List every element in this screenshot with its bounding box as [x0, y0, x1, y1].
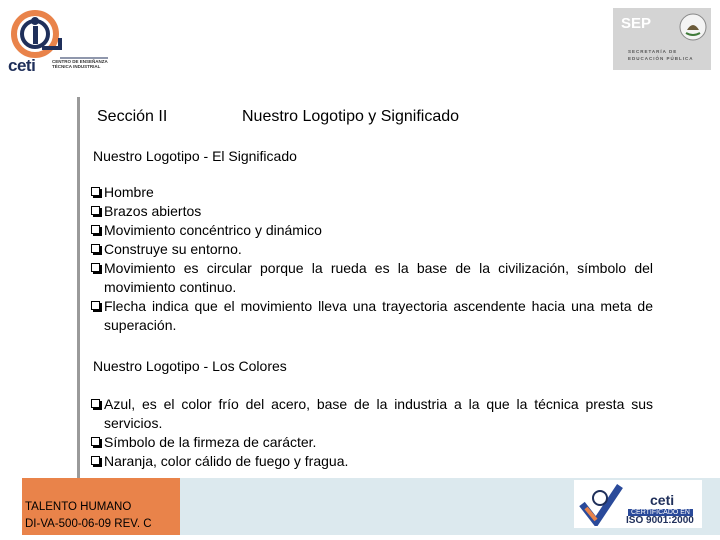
cert-ceti-wordmark: ceti	[650, 492, 675, 508]
footer-department: TALENTO HUMANO	[25, 501, 132, 513]
checkbox-bullet-icon	[91, 225, 100, 234]
checkbox-bullet-icon	[91, 187, 100, 196]
sep-subtitle	[628, 48, 694, 62]
page-title: Nuestro Logotipo y Significado	[242, 108, 460, 125]
checkbox-bullet-icon	[91, 263, 100, 272]
ceti-wordmark: ceti	[8, 56, 36, 75]
checkbox-bullet-icon	[91, 244, 100, 253]
list-item: Brazos abiertos	[91, 202, 653, 221]
ceti-subtitle: CENTRO DE ENSEÑANZA TÉCNICA INDUSTRIAL	[52, 59, 108, 69]
checkbox-bullet-icon	[91, 301, 100, 310]
mexico-seal-icon	[678, 12, 708, 42]
sep-subtitle-line1: SECRETARÍA DE	[628, 49, 678, 54]
list-item: Flecha indica que el movimiento lleva una trayectoria ascendente hacia una meta de superación.	[91, 297, 653, 335]
sep-subtitle-line2: EDUCACIÓN PÚBLICA	[628, 56, 694, 61]
list-item: Movimiento concéntrico y dinámico	[91, 221, 653, 240]
checkbox-bullet-icon	[91, 206, 100, 215]
list-item: Construye su entorno.	[91, 240, 653, 259]
footer-document-code: DI-VA-500-06-09 REV. C	[25, 518, 152, 530]
list-item: Movimiento es circular porque la rueda es la base de la civilización, símbolo del movimiento continuo.	[91, 259, 653, 297]
checkbox-bullet-icon	[91, 399, 100, 408]
colors-list	[91, 395, 653, 471]
left-divider	[77, 97, 80, 480]
cert-certified-label: CERTIFICADO EN	[628, 509, 693, 516]
checkmark-icon	[578, 482, 624, 526]
list-item: Hombre	[91, 183, 653, 202]
sep-wordmark: SEP	[621, 15, 652, 32]
section-label: Sección II	[97, 108, 168, 125]
list-item: Símbolo de la firmeza de carácter.	[91, 433, 653, 452]
cert-iso-label: ISO 9001:2000	[626, 515, 694, 526]
colors-subheading: Nuestro Logotipo - Los Colores	[93, 358, 287, 374]
list-item: Azul, es el color frío del acero, base de la industria a la que la técnica presta sus servicios.	[91, 395, 653, 433]
list-item: Naranja, color cálido de fuego y fragua.	[91, 452, 653, 471]
meaning-list	[91, 183, 653, 335]
meaning-subheading: Nuestro Logotipo - El Significado	[93, 148, 297, 164]
checkbox-bullet-icon	[91, 456, 100, 465]
checkbox-bullet-icon	[91, 437, 100, 446]
